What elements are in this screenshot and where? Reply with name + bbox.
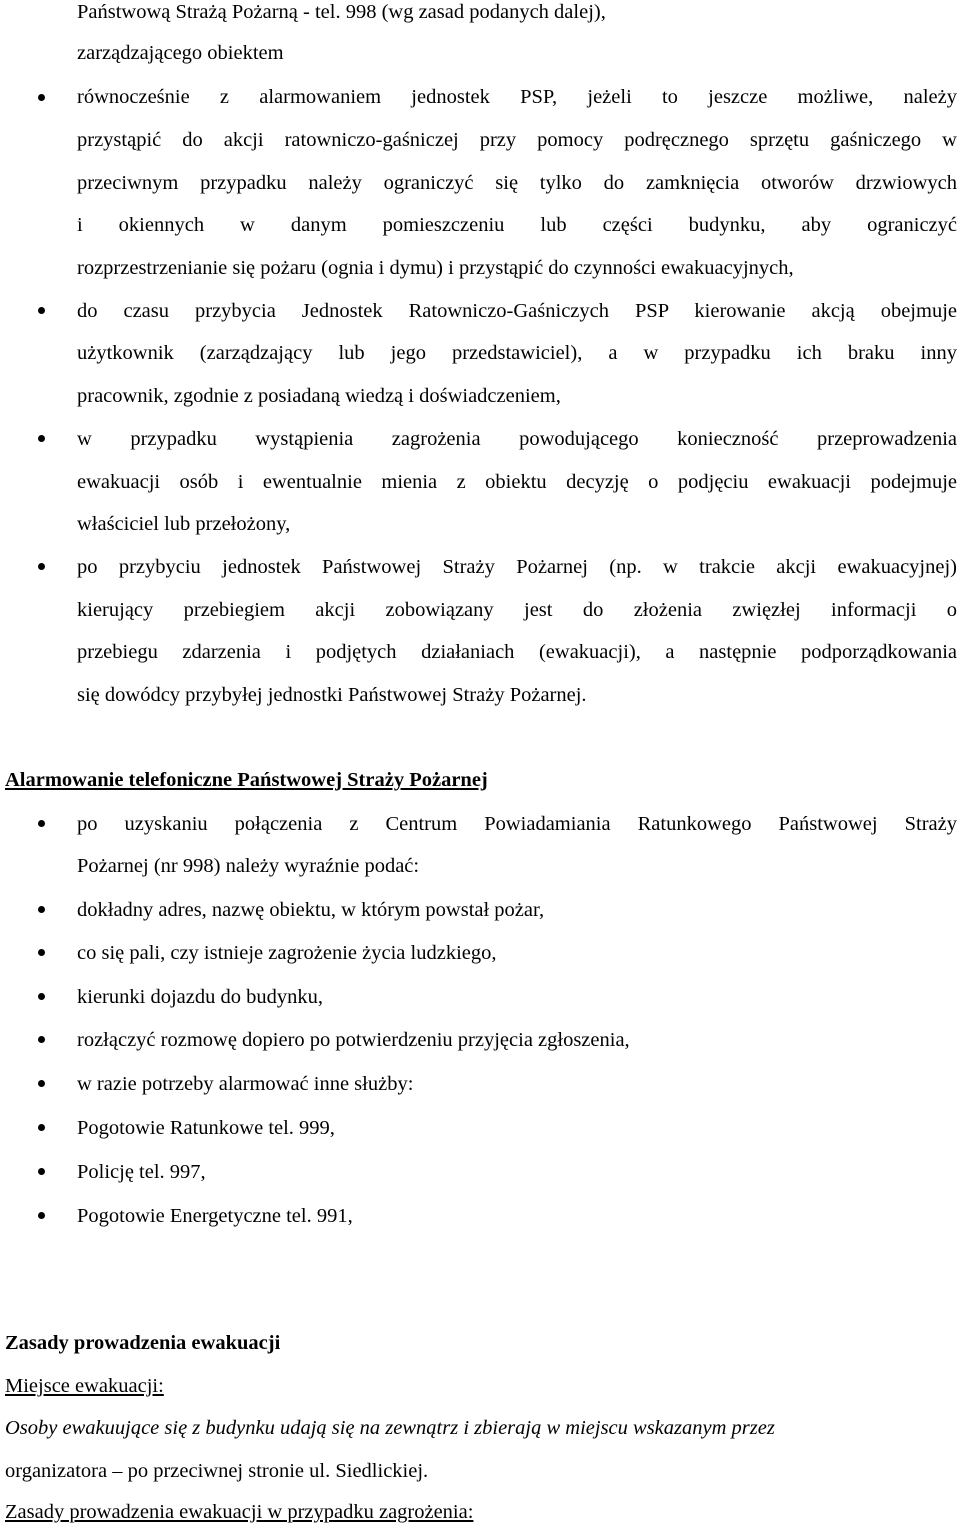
alarm-bullet-3: co się pali, czy istnieje zagrożenie życia ludzkiego, [77,942,497,964]
bullet-dot [38,949,45,956]
alarm-bullet-6: w razie potrzeby alarmować inne służby: [77,1073,414,1095]
alarm-bullet-2: dokładny adres, nazwę obiektu, w którym powstał pożar, [77,899,545,921]
bullet-1-line-1: równocześnie z alarmowaniem jednostek PSP, jeżeli to jeszcze możliwe, należy [77,86,957,108]
bullet-dot [38,906,45,913]
bullet-dot [38,820,45,827]
bullet-dot [38,1168,45,1175]
bullet-1-line-5: rozprzestrzenianie się pożaru (ognia i dymu) i przystąpić do czynności ewakuacyjnych, [77,257,794,279]
bullet-3-line-1: w przypadku wystąpienia zagrożenia powodującego konieczność przeprowadzenia [77,428,957,450]
bullet-4-line-2: kierujący przebiegiem akcji zobowiązany jest do złożenia zwięzłej informacji o [77,599,957,621]
bullet-2-line-1: do czasu przybycia Jednostek Ratowniczo-Gaśniczych PSP kierowanie akcją obejmuje [77,300,957,322]
bullet-2-line-2: użytkownik (zarządzający lub jego przedstawiciel), a w przypadku ich braku inny [77,342,957,364]
bullet-4-line-1: po przybyciu jednostek Państwowej Straży Pożarnej (np. w trakcie akcji ewakuacyjnej) [77,556,957,578]
bullet-1-line-2: przystąpić do akcji ratowniczo-gaśniczej przy pomocy podręcznego sprzętu gaśniczego w [77,129,957,151]
bullet-2-line-3: pracownik, zgodnie z posiadaną wiedzą i doświadczeniem, [77,385,561,407]
intro-line-1: Państwową Strażą Pożarną - tel. 998 (wg zasad podanych dalej), [77,1,606,23]
bullet-dot [38,1212,45,1219]
evacuation-place-text-line-2: organizatora – po przeciwnej stronie ul. Siedlickiej. [5,1460,429,1482]
alarm-bullet-5: rozłączyć rozmowę dopiero po potwierdzeniu przyjęcia zgłoszenia, [77,1029,630,1051]
alarm-bullet-1-line-1: po uzyskaniu połączenia z Centrum Powiadamiania Ratunkowego Państwowej Straży [77,813,957,835]
alarm-bullet-9: Pogotowie Energetyczne tel. 991, [77,1205,353,1227]
bullet-4-line-4: się dowódcy przybyłej jednostki Państwowej Straży Pożarnej. [77,684,587,706]
intro-line-2: zarządzającego obiektem [77,42,284,64]
bullet-dot [38,94,45,101]
alarm-bullet-7: Pogotowie Ratunkowe tel. 999, [77,1117,335,1139]
alarm-bullet-8: Policję tel. 997, [77,1161,206,1183]
bullet-dot [38,563,45,570]
bullet-3-line-3: właściciel lub przełożony, [77,513,291,535]
bullet-dot [38,1036,45,1043]
evacuation-threat-label: Zasady prowadzenia ewakuacji w przypadku zagrożenia: [5,1501,474,1523]
section-heading-alarm: Alarmowanie telefoniczne Państwowej Straży Pożarnej [5,769,488,791]
bullet-dot [38,1080,45,1087]
bullet-1-line-3: przeciwnym przypadku należy ograniczyć się tylko do zamknięcia otworów drzwiowych [77,172,957,194]
bullet-dot [38,307,45,314]
section-heading-evacuation: Zasady prowadzenia ewakuacji [5,1332,281,1354]
evacuation-place-label: Miejsce ewakuacji: [5,1375,164,1397]
bullet-dot [38,993,45,1000]
bullet-4-line-3: przebiegu zdarzenia i podjętych działaniach (ewakuacji), a następnie podporządkowania [77,641,957,663]
bullet-dot [38,1124,45,1131]
bullet-dot [38,435,45,442]
alarm-bullet-4: kierunki dojazdu do budynku, [77,986,323,1008]
evacuation-place-text: Osoby ewakuujące się z budynku udają się na zewnątrz i zbierają w miejscu wskazanym przez [5,1417,775,1439]
alarm-bullet-1-line-2: Pożarnej (nr 998) należy wyraźnie podać: [77,855,420,877]
bullet-1-line-4: i okiennych w danym pomieszczeniu lub części budynku, aby ograniczyć [77,214,957,236]
bullet-3-line-2: ewakuacji osób i ewentualnie mienia z obiektu decyzję o podjęciu ewakuacji podejmuje [77,471,957,493]
